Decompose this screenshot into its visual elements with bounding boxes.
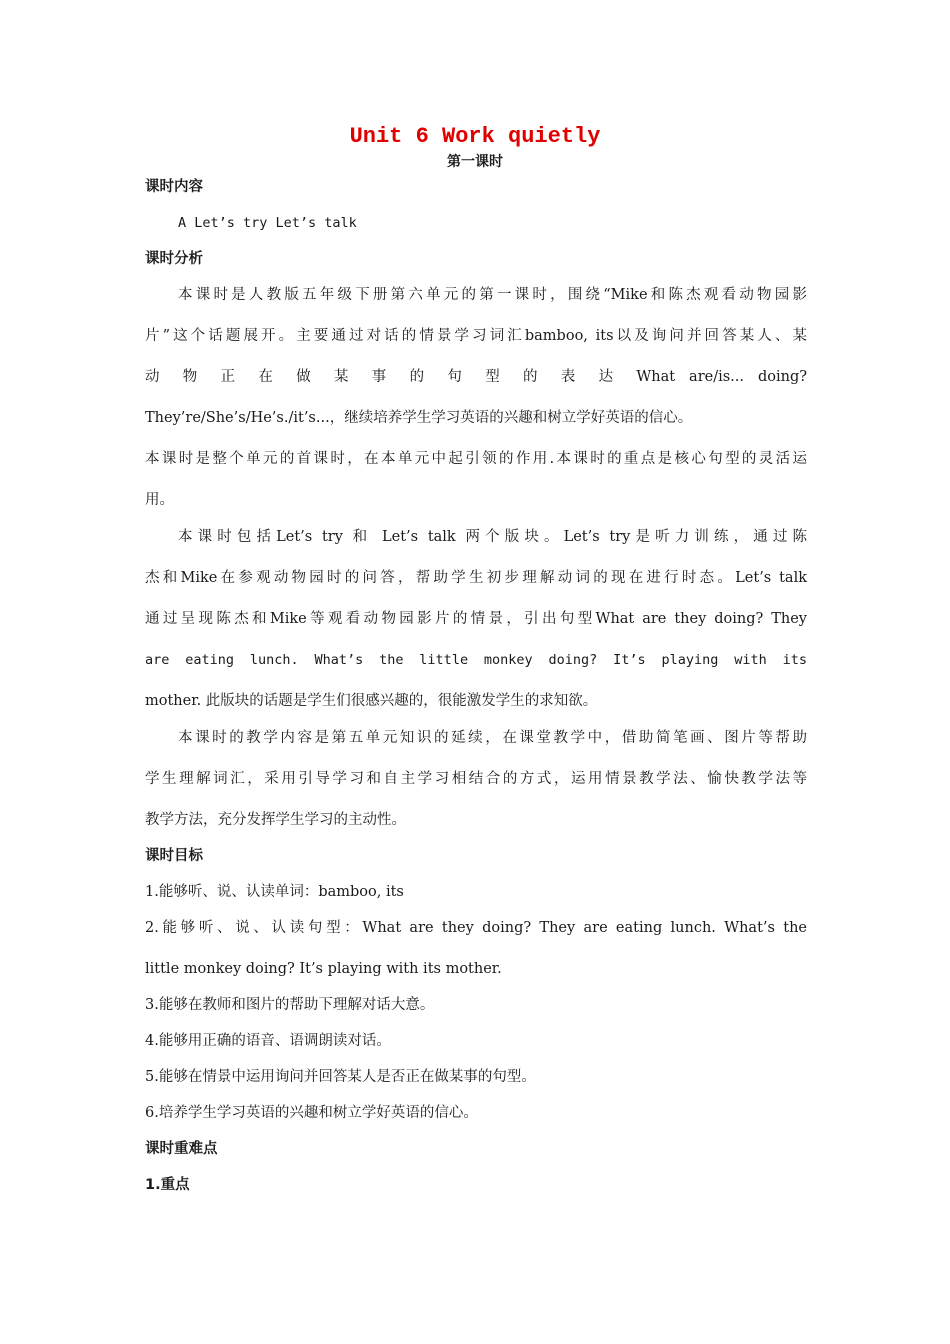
analysis-line: 本课时是人教版五年级下册第六单元的第一课时，围绕“Mike和陈杰观看动物园影 [178, 287, 807, 303]
analysis-line: 通过呈现陈杰和Mike等观看动物园影片的情景，引出句型What are they doing? They [145, 611, 807, 627]
page-title: Unit 6 Work quietly [349, 124, 601, 149]
analysis-line: They’re/She’s/He’s./it’s...，继续培养学生学习英语的兴趣和树立学好英语的信心。 [145, 410, 693, 426]
analysis-line: are eating lunch. What’s the little monkey doing? It’s playing with its [145, 652, 807, 668]
page-subtitle: 第一课时 [447, 154, 503, 170]
analysis-line: 教学方法，充分发挥学生学习的主动性。 [145, 812, 406, 828]
analysis-line: 杰和Mike在参观动物园时的问答，帮助学生初步理解动词的现在进行时态。Let’s talk [145, 570, 807, 586]
section-heading-key-points: 课时重难点 [145, 1141, 218, 1157]
section-heading-content: 课时内容 [145, 179, 203, 195]
section-heading-goals: 课时目标 [145, 848, 203, 864]
goal-item: 2.能够听、说、认读句型：What are they doing? They are eating lunch. What’s the [145, 920, 807, 936]
content-line: A Let’s try Let’s talk [178, 215, 357, 231]
analysis-line: 本课时的教学内容是第五单元知识的延续，在课堂教学中，借助简笔画、图片等帮助 [178, 730, 807, 746]
subheading-key: 1.重点 [145, 1177, 190, 1193]
goal-item: 6.培养学生学习英语的兴趣和树立学好英语的信心。 [145, 1105, 478, 1121]
section-heading-analysis: 课时分析 [145, 251, 203, 267]
analysis-line: 本课时包括Let’s try 和 Let’s talk 两个版块。Let’s try是听力训练，通过陈 [178, 529, 807, 545]
goal-item: 3.能够在教师和图片的帮助下理解对话大意。 [145, 997, 435, 1013]
goal-item: 4.能够用正确的语音、语调朗读对话。 [145, 1033, 391, 1049]
analysis-line: 学生理解词汇，采用引导学习和自主学习相结合的方式，运用情景教学法、愉快教学法等 [145, 771, 807, 787]
goal-item: little monkey doing? It’s playing with its mother. [145, 961, 502, 977]
analysis-line: 片”这个话题展开。主要通过对话的情景学习词汇bamboo, its以及询问并回答某人、某 [145, 328, 807, 344]
goal-item: 5.能够在情景中运用询问并回答某人是否正在做某事的句型。 [145, 1069, 536, 1085]
analysis-line: mother. 此版块的话题是学生们很感兴趣的，很能激发学生的求知欲。 [145, 693, 598, 709]
analysis-line: 用。 [145, 492, 174, 508]
goal-item: 1.能够听、说、认读单词：bamboo, its [145, 884, 404, 900]
analysis-line: 本课时是整个单元的首课时，在本单元中起引领的作用.本课时的重点是核心句型的灵活运 [145, 451, 807, 467]
analysis-line: 动 物 正 在 做 某 事 的 句 型 的 表 达 What are/is... doing? [145, 369, 807, 385]
